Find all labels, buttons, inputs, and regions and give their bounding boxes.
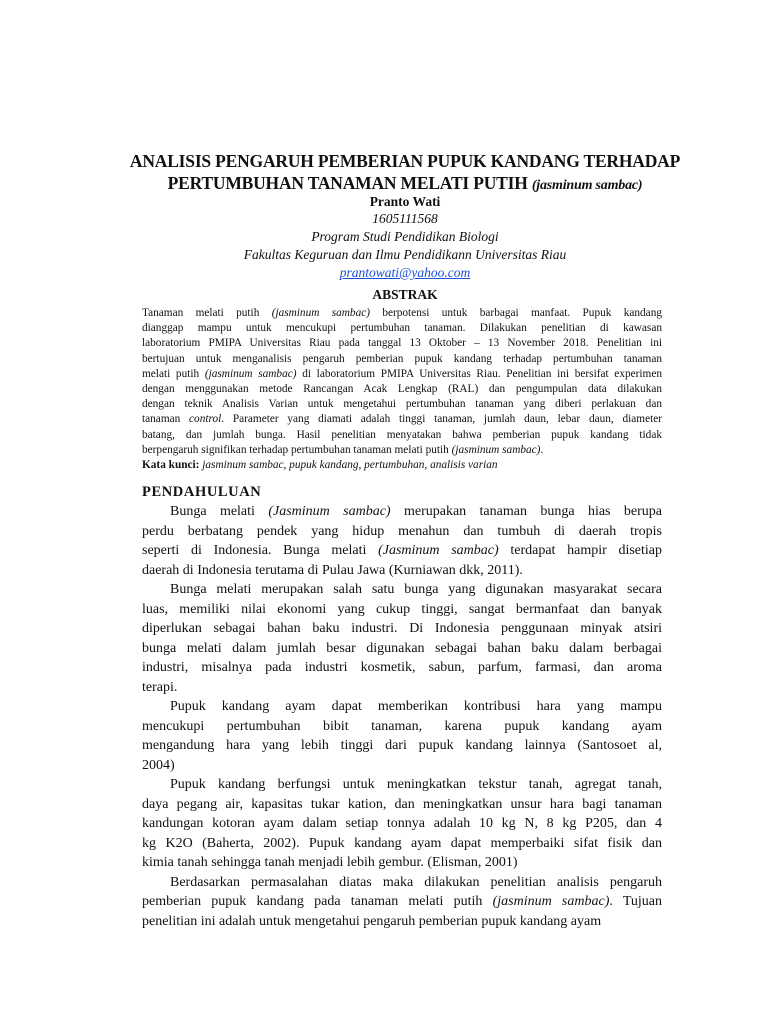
text-run: terapi. [142,679,178,695]
text-run: perdu berbatang pendek yang hidup menahun dan tumbuh di daerah tropis [142,523,662,539]
section-line [142,873,662,893]
abstract-line [142,397,662,412]
text-run: industri, misalnya pada industri kosmetik, sabun, parfum, farmasi, dan aroma [142,660,662,675]
author-faculty: Fakultas Keguruan dan Ilmu Pendidikann Universitas Riau [243,247,567,262]
section-line [142,522,662,542]
text-run: . Parameter yang diamati adalah tinggi tanaman, jumlah daun, lebar daun, diameter [221,413,663,426]
text-run: dianggap mampu untuk mencukupi pertumbuhan tanaman. Dilakukan penelitian di kawasan [142,322,662,335]
text-run: merupakan tanaman bunga hias berupa [390,504,662,519]
abstract-line [142,336,662,351]
text-run: Berdasarkan permasalahan diatas maka dilakukan penelitian analisis pengaruh [170,874,662,890]
text-run: penelitian ini adalah untuk mengetahui pengaruh pemberian pupuk kandang ayam [142,913,602,929]
section-line [142,892,662,912]
text-run: kimia tanah sehingga tanah menjadi lebih gembur. (Elisman, 2001) [142,855,518,870]
abstract-line [142,352,662,367]
text-run: pemberian pupuk kandang pada tanaman melati putih [142,894,493,909]
text-run: berpengaruh signifikan terhadap pertumbuhan tanaman melati putih [142,443,452,456]
abstract-line [142,367,662,382]
keywords [142,458,662,473]
text-run: batang, dan jumlah bunga. Hasil penelitian menyatakan bahwa pemberian pupuk kandang tidak [142,428,662,441]
species-name: (jasminum sambac) [451,443,541,456]
section-line [142,697,662,717]
text-run: Pupuk kandang ayam dapat memberikan kontribusi hara yang mampu [170,699,662,714]
section-line [142,600,662,620]
section-body [142,502,662,931]
section-line [142,853,662,873]
author-block [80,193,730,282]
text-run: mengandung hara yang lebih tinggi dari pupuk kandang lainnya (Santosoet al, [142,738,662,753]
text-run: Pupuk kandang berfungsi untuk meningkatkan tekstur tanah, agregat tanah, [170,777,662,792]
section-line [142,619,662,639]
paper-title [80,150,730,197]
title-line-1: ANALISIS PENGARUH PEMBERIAN PUPUK KANDANG TERHADAP [129,151,681,171]
text-run: bertujuan untuk menganalisis pengaruh pemberian pupuk kandang terhadap pertumbuhan tanaman [142,352,662,365]
species-name: (jasminum sambac) [271,307,370,319]
section-line [142,814,662,834]
section-line [142,561,662,581]
section-line [142,795,662,815]
section-line [142,912,662,932]
abstract-heading: ABSTRAK [372,287,438,302]
text-run: Tanaman melati putih [142,307,272,319]
text-run: diperlukan sebagai bahan baku industri. Di Indonesia penggunaan minyak atsiri [142,621,662,636]
section-line [142,541,662,561]
section-line [142,717,662,737]
text-run: . Tujuan [609,894,662,909]
abstract-line [142,412,662,427]
section-line [142,736,662,756]
text-run: dengan teknik Analisis Varian untuk mengetahui pertumbuhan tanaman yang diberi perlakuan dan [142,398,662,411]
text-run: Bunga melati [170,504,269,519]
keywords-label: Kata kunci: [142,458,200,471]
text-run: dengan menggunakan metode Rancangan Acak Lengkap (RAL) dan pengumpulan data dilakukan [142,382,662,395]
author-id: 1605111568 [372,211,438,226]
text-run: bunga melati dalam jumlah besar digunakan sebagai bahan baku dalam berbagai [142,640,662,656]
abstract-body [142,306,662,473]
abstract-line [142,428,662,443]
text-run: berpotensi untuk barbagai manfaat. Pupuk kandang [370,307,662,319]
text-run: terdapat hampir disetiap [498,543,662,558]
section-line [142,775,662,795]
text-run: daerah di Indonesia terutama di Pulau Jawa (Kurniawan dkk, 2011). [142,562,523,578]
text-run: . [540,443,544,456]
species-name: (Jasminum sambac) [268,504,391,519]
text-run: kg K2O (Baherta, 2002). Pupuk kandang ayam dapat memperbaiki sifat fisik dan [142,835,662,851]
text-run: di laboratorium PMIPA Universitas Riau. Penelitian ini bersifat experimen [296,367,662,380]
section-heading: PENDAHULUAN [142,484,262,500]
text-run: luas, memiliki nilai ekonomi yang cukup tinggi, sangat bermanfaat dan banyak [142,601,662,617]
text-run: kandungan kotoran ayam dalam setiap tonnya adalah 10 kg N, 8 kg P205, dan 4 [142,816,662,831]
species-name: (jasminum sambac) [204,367,297,380]
species-name: (jasminum sambac) [492,894,610,909]
section-line [142,834,662,854]
title-species: (jasminum sambac) [531,178,643,193]
section-line [142,580,662,600]
text-run: seperti di Indonesia. Bunga melati [142,543,379,558]
abstract-line [142,443,662,458]
text-run: mencukupi pertumbuhan bibit tanaman, karena pupuk kandang ayam [142,718,662,734]
species-name: (Jasminum sambac) [378,543,499,558]
text-run: daya pegang air, kapasitas tukar kation, dan meningkatkan unsur hara bagi tanaman [142,796,662,812]
author-program: Program Studi Pendidikan Biologi [311,229,499,244]
text-run: Bunga melati merupakan salah satu bunga yang digunakan masyarakat secara [170,582,662,597]
keywords-list: jasminum sambac, pupuk kandang, pertumbuhan, analisis varian [199,458,498,471]
section-line [142,502,662,522]
abstract-line [142,306,662,321]
author-name: Pranto Wati [369,194,441,209]
section-line [142,678,662,698]
text-run: 2004) [142,757,175,773]
title-line-2-main: PERTUMBUHAN TANAMAN MELATI PUTIH [167,173,532,193]
section-line [142,756,662,776]
section-line [142,639,662,659]
text-run: tanaman [142,413,190,426]
abstract-line [142,382,662,397]
abstract-line [142,321,662,336]
section-line [142,658,662,678]
species-name: control [189,413,222,426]
text-run: melati putih [142,367,205,380]
author-email-link[interactable]: prantowati@yahoo.com [339,265,471,280]
text-run: laboratorium PMIPA Universitas Riau pada tanggal 13 Oktober – 13 November 2018. Penelitian ini [142,337,662,350]
